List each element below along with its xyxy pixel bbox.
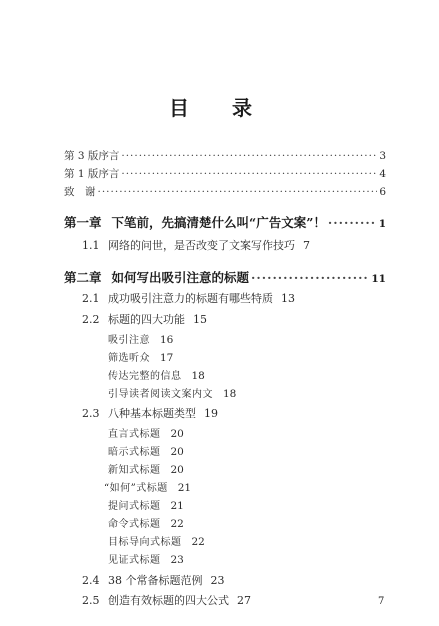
section-number: 2.1 [82, 292, 100, 305]
section-number: 1.1 [82, 239, 100, 252]
section-number: 2.5 [82, 594, 100, 607]
section-page: 15 [193, 313, 207, 326]
section-entry [82, 290, 295, 306]
subsection-entry [104, 479, 191, 494]
subsection-title: 传达完整的信息 [108, 371, 182, 382]
section-title: 成功吸引注意力的标题有哪些特质 [108, 292, 273, 305]
subsection-entry [108, 461, 184, 476]
section-number: 2.2 [82, 313, 100, 326]
subsection-page: 21 [177, 482, 192, 494]
section-title: 网络的问世，是否改变了文案写作技巧 [108, 239, 295, 252]
section-page: 19 [204, 407, 218, 420]
section-entry [82, 592, 251, 608]
subsection-page: 16 [160, 334, 174, 346]
section-entry [82, 311, 207, 327]
chapter-heading [64, 213, 386, 231]
subsection-title: “如何”式标题 [104, 483, 168, 494]
section-entry [82, 237, 310, 253]
subsection-entry [108, 443, 184, 458]
entry-page: 3 [379, 150, 386, 162]
subsection-page: 22 [191, 536, 205, 548]
subsection-title: 暗示式标题 [108, 447, 161, 458]
subsection-title: 引导读者阅读文案内文 [108, 389, 213, 400]
leader-dots [121, 168, 377, 180]
subsection-entry [108, 551, 184, 566]
page-title: 目 录 [169, 96, 270, 120]
subsection-page: 18 [223, 388, 237, 400]
subsection-entry [108, 497, 184, 512]
subsection-title: 新知式标题 [108, 465, 161, 476]
entry-label: 致 谢 [64, 186, 96, 198]
subsection-entry [108, 385, 236, 400]
subsection-entry [108, 533, 205, 548]
subsection-title: 直言式标题 [108, 429, 161, 440]
subsection-page: 21 [170, 500, 184, 512]
leader-dots [251, 270, 369, 285]
entry-page: 4 [379, 168, 386, 180]
leader-dots [328, 215, 377, 230]
chapter-title: 如何写出吸引注意的标题 [111, 270, 250, 285]
section-entry [82, 405, 218, 421]
section-page: 27 [237, 594, 251, 607]
section-title: 创造有效标题的四大公式 [108, 594, 229, 607]
toc-front-entry [64, 166, 386, 181]
toc-front-entry [64, 184, 386, 199]
subsection-title: 吸引注意 [108, 335, 150, 346]
chapter-number: 第一章 [64, 215, 102, 230]
section-page: 7 [303, 239, 310, 252]
chapter-heading [64, 268, 386, 286]
subsection-entry [108, 349, 173, 364]
subsection-title: 目标导向式标题 [108, 537, 182, 548]
section-title: 标题的四大功能 [108, 313, 185, 326]
toc-front-entry [64, 148, 386, 163]
subsection-page: 20 [170, 446, 184, 458]
subsection-title: 筛选听众 [108, 353, 150, 364]
subsection-page: 17 [160, 352, 174, 364]
chapter-page: 11 [371, 273, 386, 285]
subsection-title: 提问式标题 [108, 501, 161, 512]
subsection-page: 23 [170, 554, 184, 566]
entry-label: 第 3 版序言 [64, 150, 120, 162]
section-title: 38 个常备标题范例 [108, 574, 203, 587]
subsection-entry [108, 331, 173, 346]
chapter-title: 下笔前，先搞清楚什么叫“广告文案”！ [111, 215, 326, 230]
section-page: 23 [210, 574, 225, 587]
subsection-title: 命令式标题 [108, 519, 161, 530]
subsection-entry [108, 425, 184, 440]
section-page: 13 [281, 292, 295, 305]
leader-dots [121, 150, 377, 162]
entry-page: 6 [379, 186, 386, 198]
chapter-page: 1 [378, 218, 386, 230]
subsection-page: 20 [170, 464, 184, 476]
section-entry [82, 572, 225, 588]
entry-label: 第 1 版序言 [64, 168, 120, 180]
subsection-entry [108, 515, 184, 530]
subsection-page: 18 [191, 370, 205, 382]
page-number: 7 [378, 596, 385, 607]
subsection-page: 22 [170, 518, 184, 530]
section-number: 2.4 [82, 574, 100, 587]
subsection-entry [108, 367, 205, 382]
section-title: 八种基本标题类型 [108, 407, 196, 420]
subsection-page: 20 [170, 428, 184, 440]
section-number: 2.3 [82, 407, 100, 420]
leader-dots [98, 186, 378, 198]
chapter-number: 第二章 [64, 270, 102, 285]
subsection-title: 见证式标题 [108, 555, 161, 566]
